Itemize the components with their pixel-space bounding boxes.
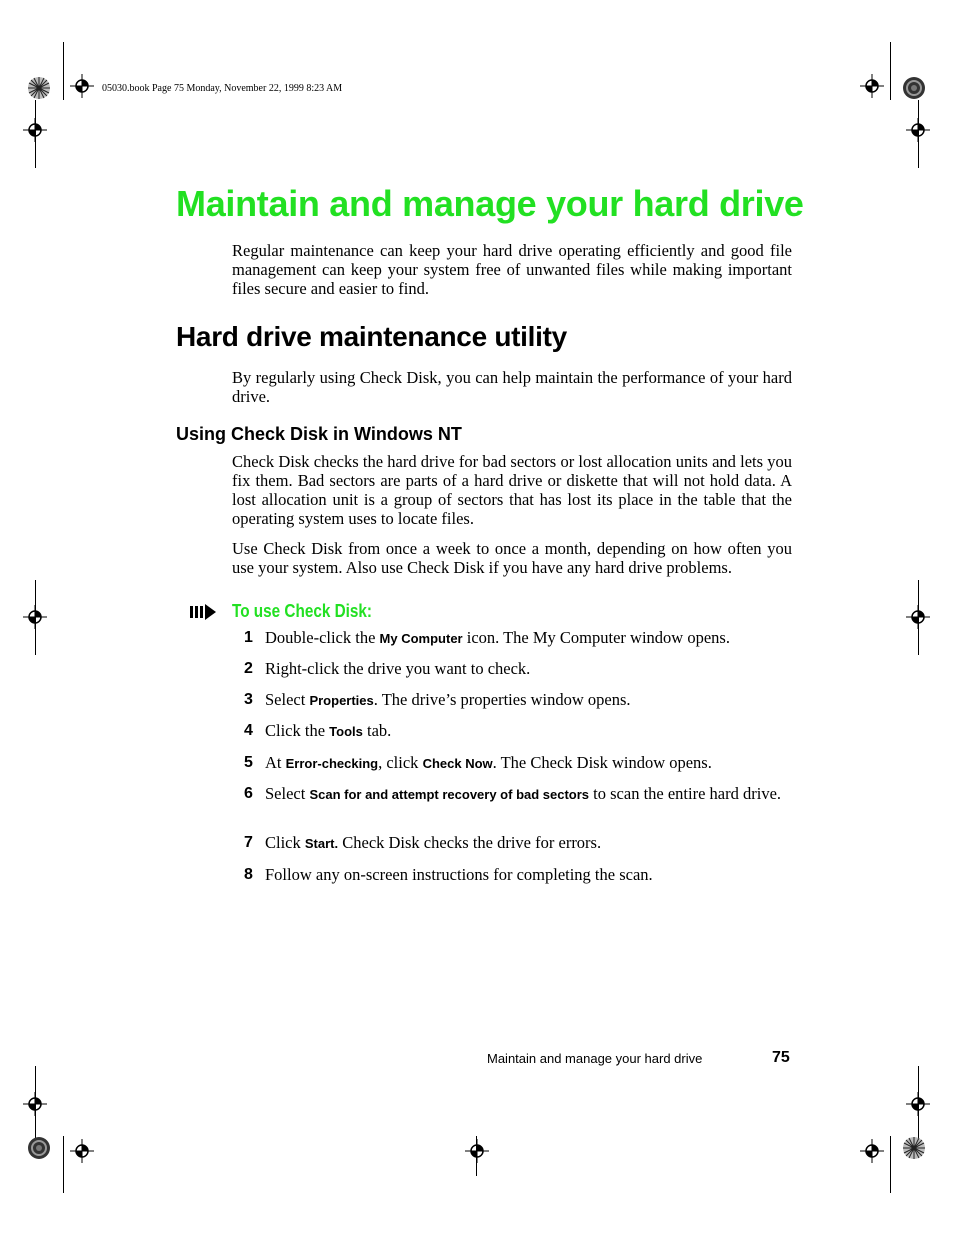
step-number: 8 — [244, 866, 253, 883]
page-number: 75 — [772, 1049, 790, 1066]
step-number: 2 — [244, 660, 253, 677]
step-text: Select Properties. The drive’s properties window opens. — [265, 690, 631, 709]
registration-mark-icon — [465, 1139, 489, 1163]
subsection-heading: Using Check Disk in Windows NT — [176, 424, 462, 444]
registration-mark-icon — [860, 74, 884, 98]
check-disk-frequency: Use Check Disk from once a week to once a month, depending on how often you use your system. Also use Check Disk if you have any hard drive problems. — [232, 539, 792, 577]
registration-mark-icon — [70, 1139, 94, 1163]
step-text: Click the Tools tab. — [265, 721, 392, 740]
ui-label-tools: Tools — [329, 724, 363, 739]
intro-paragraph: Regular maintenance can keep your hard drive operating efficiently and good file management can keep your system free of unwanted files while making important files secure and easier to find. — [232, 241, 792, 298]
step-number: 6 — [244, 785, 253, 802]
starburst-rosette-icon — [27, 76, 51, 100]
check-disk-description: Check Disk checks the hard drive for bad sectors or lost allocation units and lets you fix them. Bad sectors are parts of a hard drive or diskette that will not hold data. A lost allocation unit is a group of sectors that has lost its place in the table that the operating system uses to locate files. — [232, 452, 792, 528]
step-text: Right-click the drive you want to check. — [265, 659, 531, 678]
step-number: 1 — [244, 629, 253, 646]
step-text: Click Start. Check Disk checks the drive for errors. — [265, 833, 602, 852]
step-text: Follow any on-screen instructions for completing the scan. — [265, 865, 653, 884]
print-slug: 05030.book Page 75 Monday, November 22, 1999 8:23 AM — [102, 83, 343, 94]
registration-mark-icon — [860, 1139, 884, 1163]
ui-label-properties: Properties — [309, 693, 374, 708]
starburst-rosette-icon — [902, 1136, 926, 1160]
registration-mark-icon — [23, 1092, 47, 1116]
step-number: 7 — [244, 834, 253, 851]
step-number: 5 — [244, 754, 253, 771]
arrow-marker-icon — [190, 604, 216, 620]
registration-mark-icon — [906, 1092, 930, 1116]
ui-label-scan-option: Scan for and attempt recovery of bad sectors — [309, 787, 590, 802]
ui-label-my-computer: My Computer — [379, 631, 463, 646]
registration-mark-icon — [70, 74, 94, 98]
starburst-rosette-icon — [902, 76, 926, 100]
starburst-rosette-icon — [27, 1136, 51, 1160]
procedure-title: To use Check Disk: — [232, 601, 373, 621]
crop-mark — [63, 1136, 64, 1193]
crop-mark — [890, 1136, 891, 1193]
step-text: Double-click the My Computer icon. The My Computer window opens. — [265, 628, 730, 647]
registration-mark-icon — [906, 118, 930, 142]
registration-mark-icon — [906, 605, 930, 629]
running-footer-title: Maintain and manage your hard drive — [487, 1051, 703, 1066]
crop-mark — [63, 42, 64, 100]
ui-label-error-checking: Error-checking — [285, 756, 379, 771]
section-heading: Hard drive maintenance utility — [176, 321, 567, 352]
step-text: At Error-checking, click Check Now. The Check Disk window opens. — [265, 753, 712, 772]
section-intro-paragraph: By regularly using Check Disk, you can help maintain the performance of your hard drive. — [232, 368, 792, 406]
registration-mark-icon — [23, 605, 47, 629]
ui-label-check-now: Check Now — [422, 756, 493, 771]
registration-mark-icon — [23, 118, 47, 142]
step-number: 3 — [244, 691, 253, 708]
ui-label-start: Start. — [304, 836, 339, 851]
crop-mark — [890, 42, 891, 100]
step-text: Select Scan for and attempt recovery of bad sectors to scan the entire hard drive. — [265, 784, 782, 803]
step-number: 4 — [244, 722, 253, 739]
page-title: Maintain and manage your hard drive — [176, 183, 804, 224]
